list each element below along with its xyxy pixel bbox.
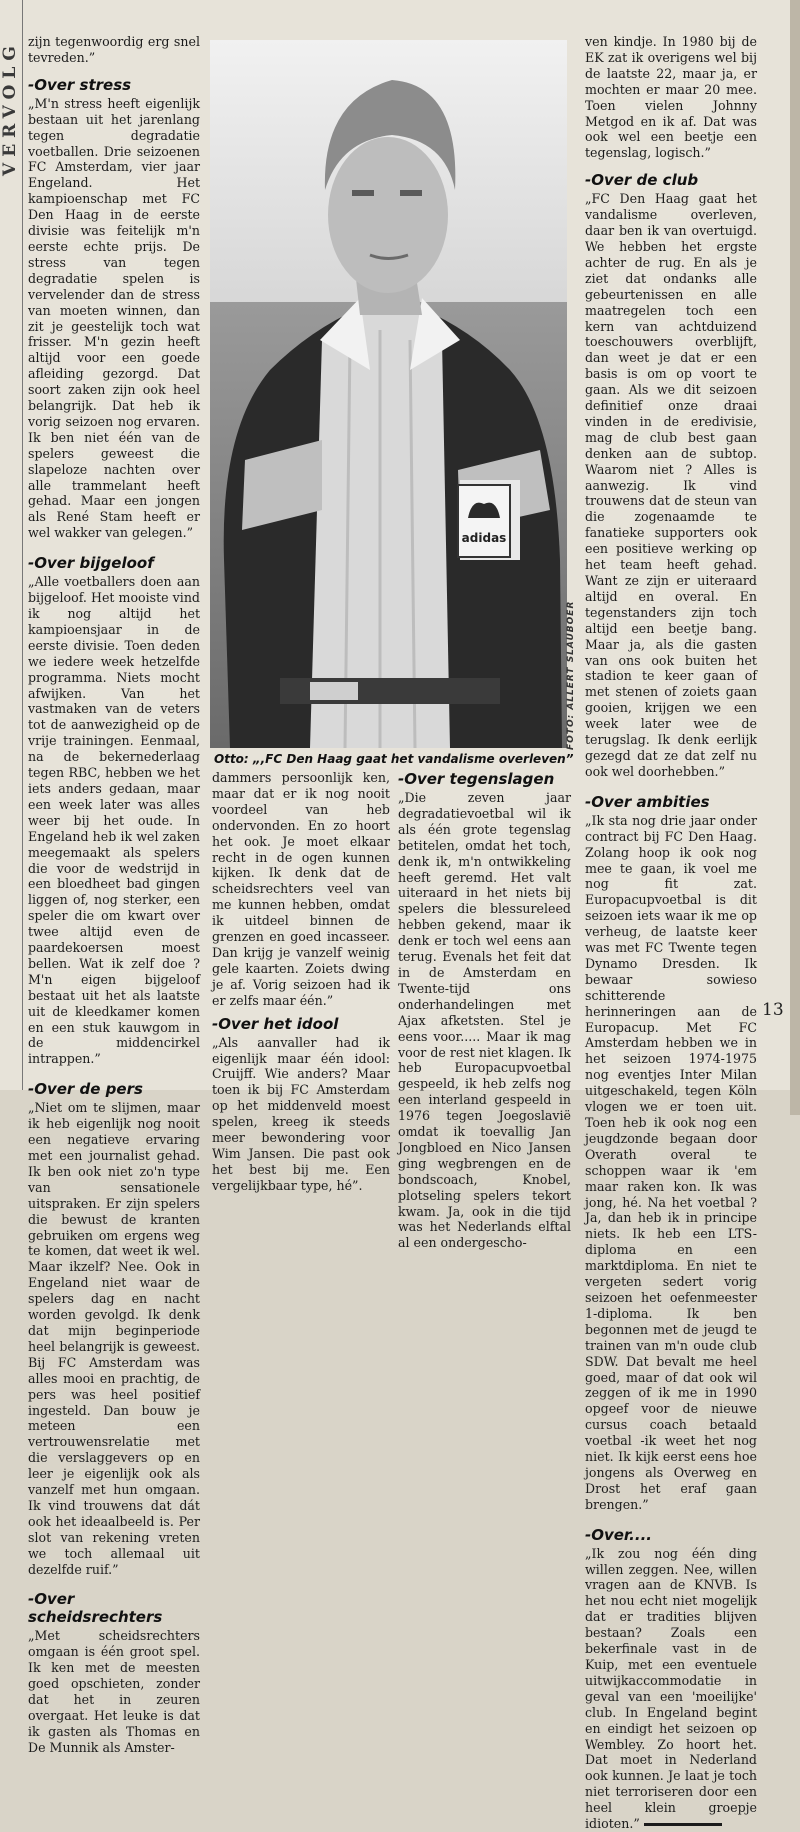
section-text-tegenslagen: „Die zeven jaar degradatievoetbal wil ik als één grote tegenslag betitelen, omdat het toch, denk ik, m'n ontwikkeling heeft geremd. Het valt uiteraard in het niets bij spelers die blessureleed hebben gekend, maar ik denk er toch wel eens aan terug. Evenals het feit dat in de Amsterdam en Twente-tijd ons onderhandelingen met Ajax afketsten. Stel je eens voor..... Maar ik mag voor de rest niet klagen. Ik heb Europacupvoetbal gespeeld, ik heb zelfs nog een interland gespeeld in 1976 tegen Joegoslavië omdat ik toevallig Jan Jongbloed en Nico Jansen ging wegbrengen en de bondscoach, Knobel, plotseling spelers tekort kwam. Ja, ook in die tijd was het Nederlands elftal al een ondergescho- (398, 790, 571, 1251)
section-heading-idool: -Over het idool (212, 1014, 339, 1033)
section-heading-ambities: -Over ambities (585, 792, 710, 811)
player-photo (210, 40, 567, 748)
section-heading-over: -Over.... (585, 1525, 652, 1544)
section-heading-tegenslagen: -Over tegenslagen (398, 770, 555, 788)
section-text-stress: „M'n stress heeft eigenlijk bestaan uit het jarenlang tegen degradatie voetballen. Drie seizoenen FC Amsterdam, vier jaar Engeland. Het kampioenschap met FC Den Haag in de eerste divisie was feitelijk m'n eerste echte prijs. De stress van tegen degradatie spelen is vervelender dan de stress van moeten winnen, dan zit je geestelijk toch wat frisser. M'n gezin heeft altijd voor een goede afleiding gezorgd. Dat soort zaken zijn ook heel belangrijk. Dat heb ik vorig seizoen nog ervaren. Ik ben niet één van de spelers geweest die slapeloze nachten over alle trammelant heeft gehad. Maar een jongen als René Stam heeft er wel wakker van gelegen.” (28, 95, 200, 541)
section-text-bijgeloof: „Alle voetballers doen aan bijgeloof. Het mooiste vind ik nog altijd het kampioensjaar in de eerste divisie. Toen deden we iedere week hetzelfde programma. Niets mocht afwijken. Van het vastmaken van de veters tot de aanwezigheid op de vrije trainingen. Eenmaal, na de bekernederlaag tegen RBC, hebben we het iets anders gedaan, maar een week later was alles weer bij het oude. In Engeland heb ik wel zaken meegemaakt als spelers die voor de wedstrijd in een bloedheet bad gingen liggen of, nog sterker, een speler die om kwart over twee altijd even de paardekoersen moest bellen. Wat ik zelf doe ? M'n eigen bijgeloof bestaat uit het als laatste uit de kleedkamer komen en een stuk kauwgom in de middencirkel intrappen.” (28, 574, 200, 1067)
page-edge (790, 0, 800, 1115)
page-number: 13 (762, 1000, 784, 1020)
section-text-club: „FC Den Haag gaat het vandalisme overleven, daar ben ik van overtuigd. We hebben het ergste achter de rug. En als je ziet dat ondanks alle gebeurtenissen en alle maatregelen toch een kern van achtduizend toeschouwers overblijft, dan weet je dat er een basis is om op voort te gaan. Als we dit seizoen definitief onze draai vinden in de eredivisie, mag de club best gaan denken aan de subtop. Waarom niet ? Alles is aanwezig. Ik vind trouwens dat de steun van die zogenaamde te fanatieke supporters ook een positieve werking op het team heeft gehad. Want ze zijn er uiteraard altijd en overal. En tegenstanders zijn toch altijd een beetje bang. Maar ja, als die gasten van ons ook buiten het stadion te keer gaan of met stenen of zoiets gaan gooien, krijgen we een week later wee de terugslag. Ik denk eerlijk gezegd dat ze dat zelf nu ook wel doorhebben.” (585, 191, 757, 779)
section-tab: VERVOLG (0, 40, 20, 176)
section-text-scheidsrechters: „Met scheidsrechters omgaan is één groot spel. Ik ken met de meesten goed opschieten, zonder dat het in zeuren overgaat. Het leuke is dat ik gasten als Thomas en De Munnik als Amster- (28, 1628, 200, 1755)
adidas-logo: adidas (461, 531, 507, 545)
article-column-2 (212, 770, 390, 1194)
closing-text: „Ik zou nog één ding willen zeggen. Nee, willen vragen aan de KNVB. Is het nou echt niet mogelijk dat er tradities blijven bestaan? Zoals een bekerfinale vast in de Kuip, met een eventuele uitwijkaccommodatie in geval van een 'moeilijke' club. In Engeland begint en eindigt het seizoen op Wembley. Zo hoort het. Dat moet in Nederland ook kunnen. Je laat je toch niet terroriseren door een heel klein groepje idioten.” (585, 1545, 757, 1832)
player-portrait (210, 40, 567, 748)
article-column-4 (585, 34, 757, 1832)
column-4-intro: ven kindje. In 1980 bij de EK zat ik overigens wel bij de laatste 22, maar ja, er mochten er maar 20 mee. Toen vielen Johnny Metgod en ik af. Dat was ook wel een beetje een tegenslag, logisch.” (585, 34, 757, 161)
section-heading-pers: -Over de pers (28, 1080, 143, 1099)
end-mark (644, 1823, 722, 1826)
article-column-3 (398, 770, 571, 1251)
article-column-1 (28, 34, 200, 1756)
section-heading-club: -Over de club (585, 171, 699, 190)
column-1-intro: zijn tegenwoordig erg snel tevreden.” (28, 34, 200, 65)
section-text-over (585, 1546, 757, 1832)
gutter-rule (22, 0, 23, 1090)
photo-caption: Otto: „,FC Den Haag gaat het vandalisme overleven” (214, 752, 574, 766)
section-text-idool: „Als aanvaller had ik eigenlijk maar één idool: Cruijff. Wie anders? Maar toen ik bij FC Amsterdam op het middenveld moest spelen, kreeg ik steeds meer bewondering voor Wim Jansen. Die past ook het best bij me. Een vergelijkbaar type, hé”. (212, 1034, 390, 1193)
photo-credit: FOTO: ALLERT SLAUBOER (566, 600, 576, 750)
section-text-pers: „Niet om te slijmen, maar ik heb eigenlijk nog nooit een negatieve ervaring met een journalist gehad. Ik ben ook niet zo'n type van sensationele uitspraken. Er zijn spelers die bewust de kranten gebruiken om ergens weg te komen, dat weet ik wel. Maar ikzelf? Nee. Ook in Engeland niet waar de spelers dag en nacht worden gevolgd. Ik denk dat mijn beginperiode heel belangrijk is geweest. Bij FC Amsterdam was alles mooi en prachtig, de pers was heel positief ingesteld. Dan bouw je meteen een vertrouwensrelatie met die verslaggevers op en leer je eigenlijk ook als vanzelf met hun omgaan. Ik vind trouwens dat dát ook het ideaalbeeld is. Per slot van rekening vreten we toch allemaal uit dezelfde ruif.” (28, 1100, 200, 1577)
section-heading-scheidsrechters: -Over scheidsrechters (28, 1590, 163, 1627)
section-heading-bijgeloof: -Over bijgeloof (28, 554, 154, 573)
section-text-ambities: „Ik sta nog drie jaar onder contract bij FC Den Haag. Zolang hoop ik ook nog mee te gaan, ik voel me nog fit zat. Europacupvoetbal is dit seizoen iets waar ik me op verheug, de laatste keer was met FC Twente tegen Dynamo Dresden. Ik bewaar sowieso schitterende herinneringen aan de Europacup. Met FC Amsterdam hebben we in het seizoen 1974-1975 nog eventjes Inter Milan uitgeschakeld, tegen Köln vlogen we er toen uit. Toen heb ik ook nog een jeugdzonde begaan door Overath overal te schoppen waar ik 'em maar raken kon. Ik was jong, hé. Na het voetbal ? Ja, dan heb ik in principe niets. Ik heb een LTS-diploma en een marktdiploma. En niet te vergeten sedert vorig seizoen het oefenmeester 1-diploma. Ik ben begonnen met de jeugd te trainen van m'n oude club SDW. Dat bevalt me heel goed, maar of dat ook wil zeggen of ik me in 1990 opgeef voor de nieuwe cursus coach betaald voetbal -ik weet het nog niet. Ik kijk eerst eens hoe jongens als Overweg en Drost het eraf gaan brengen.” (585, 812, 757, 1512)
column-2-text: dammers persoonlijk ken, maar dat er ik nog nooit voordeel van heb ondervonden. En zo hoort het ook. Je moet elkaar recht in de ogen kunnen kijken. Ik denk dat de scheidsrechters veel van me kunnen hebben, omdat ik uitdeel binnen de grenzen en goed incasseer. Dan krijg je vanzelf weinig gele kaarten. Zoiets dwing je af. Vorig seizoen had ik er zelfs maar één.” (212, 770, 390, 1008)
section-heading-stress: -Over stress (28, 75, 132, 94)
